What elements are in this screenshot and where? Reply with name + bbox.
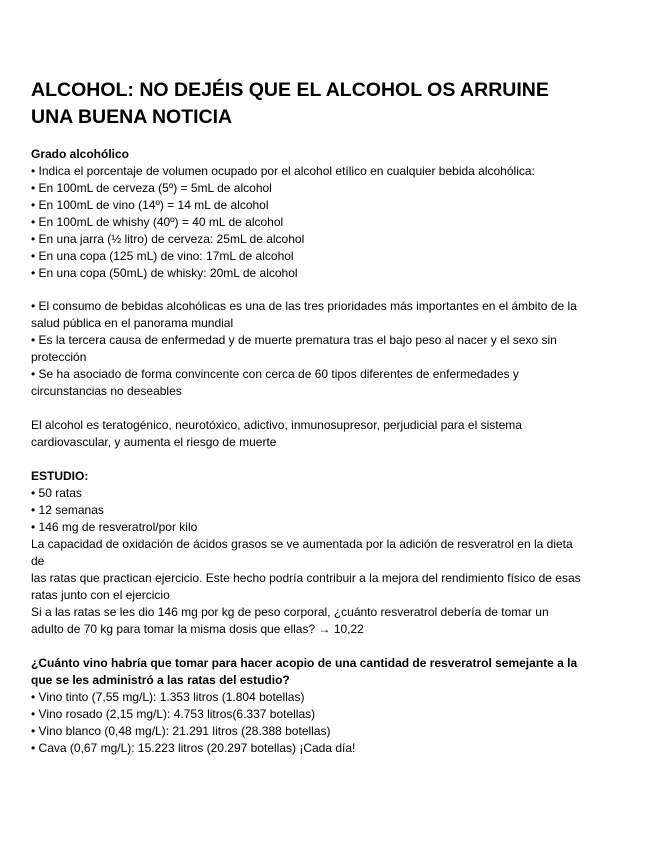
vino-heading: que se les administró a las ratas del estudio?	[31, 673, 290, 687]
salud-line: protección	[31, 350, 87, 364]
vino-heading: ¿Cuánto vino habría que tomar para hacer acopio de una cantidad de resveratrol semejante a la	[31, 656, 578, 670]
vino-section	[31, 655, 631, 757]
vino-line: • Vino blanco (0,48 mg/L): 21.291 litros (28.388 botellas)	[31, 724, 331, 738]
estudio-line: • 12 semanas	[31, 503, 104, 517]
grado-line: • En 100mL de cerveza (5º) = 5mL de alcohol	[31, 181, 272, 195]
grado-line: • En 100mL de vino (14º) = 14 mL de alcohol	[31, 198, 269, 212]
grado-line: • En 100mL de whishy (40º) = 40 mL de alcohol	[31, 215, 284, 229]
grado-line: • En una copa (125 mL) de vino: 17mL de alcohol	[31, 249, 294, 263]
estudio-line: Si a las ratas se les dio 146 mg por kg de peso corporal, ¿cuánto resveratrol debería de tomar un	[31, 605, 549, 619]
title-line: UNA BUENA NOTICIA	[31, 106, 233, 128]
estudio-section	[31, 468, 631, 638]
title-line: ALCOHOL: NO DEJÉIS QUE EL ALCOHOL OS ARRUINE	[31, 79, 549, 101]
grado-section	[31, 146, 631, 282]
estudio-line: La capacidad de oxidación de ácidos grasos se ve aumentada por la adición de resveratrol en la dieta	[31, 537, 573, 551]
salud-line: salud pública en el panorama mundial	[31, 316, 234, 330]
document-title	[31, 77, 631, 131]
estudio-line: ratas junto con el ejercicio	[31, 588, 170, 602]
vino-line: • Vino rosado (2,15 mg/L): 4.753 litros(6.337 botellas)	[31, 707, 316, 721]
estudio-line: las ratas que practican ejercicio. Este hecho podría contribuir a la mejora del rendimiento físico de esas	[31, 571, 581, 585]
estudio-line: • 146 mg de resveratrol/por kilo	[31, 520, 198, 534]
estudio-line: adulto de 70 kg para tomar la misma dosis que ellas? → 10,22	[31, 622, 364, 636]
salud-line: circunstancias no deseables	[31, 384, 182, 398]
estudio-line: de	[31, 554, 45, 568]
vino-line: • Vino tinto (7,55 mg/L): 1.353 litros (1.804 botellas)	[31, 690, 305, 704]
grado-line: • Indica el porcentaje de volumen ocupado por el alcohol etílico en cualquier bebida alcohólica:	[31, 164, 535, 178]
grado-heading: Grado alcohólico	[31, 147, 130, 161]
salud-line: • El consumo de bebidas alcohólicas es una de las tres prioridades más importantes en el ámbito de la	[31, 299, 577, 313]
salud-section	[31, 298, 631, 400]
estudio-heading: ESTUDIO:	[31, 469, 89, 483]
grado-line: • En una copa (50mL) de whisky: 20mL de alcohol	[31, 266, 298, 280]
estudio-line: • 50 ratas	[31, 486, 82, 500]
efectos-section	[31, 417, 631, 451]
salud-line: • Es la tercera causa de enfermedad y de muerte prematura tras el bajo peso al nacer y el sexo sin	[31, 333, 557, 347]
efectos-line: El alcohol es teratogénico, neurotóxico, adictivo, inmunosupresor, perjudicial para el sistema	[31, 418, 522, 432]
vino-line: • Cava (0,67 mg/L): 15.223 litros (20.297 botellas) ¡Cada día!	[31, 741, 356, 755]
grado-line: • En una jarra (½ litro) de cerveza: 25mL de alcohol	[31, 232, 305, 246]
efectos-line: cardiovascular, y aumenta el riesgo de muerte	[31, 435, 277, 449]
salud-line: • Se ha asociado de forma convincente con cerca de 60 tipos diferentes de enfermedades y	[31, 367, 519, 381]
